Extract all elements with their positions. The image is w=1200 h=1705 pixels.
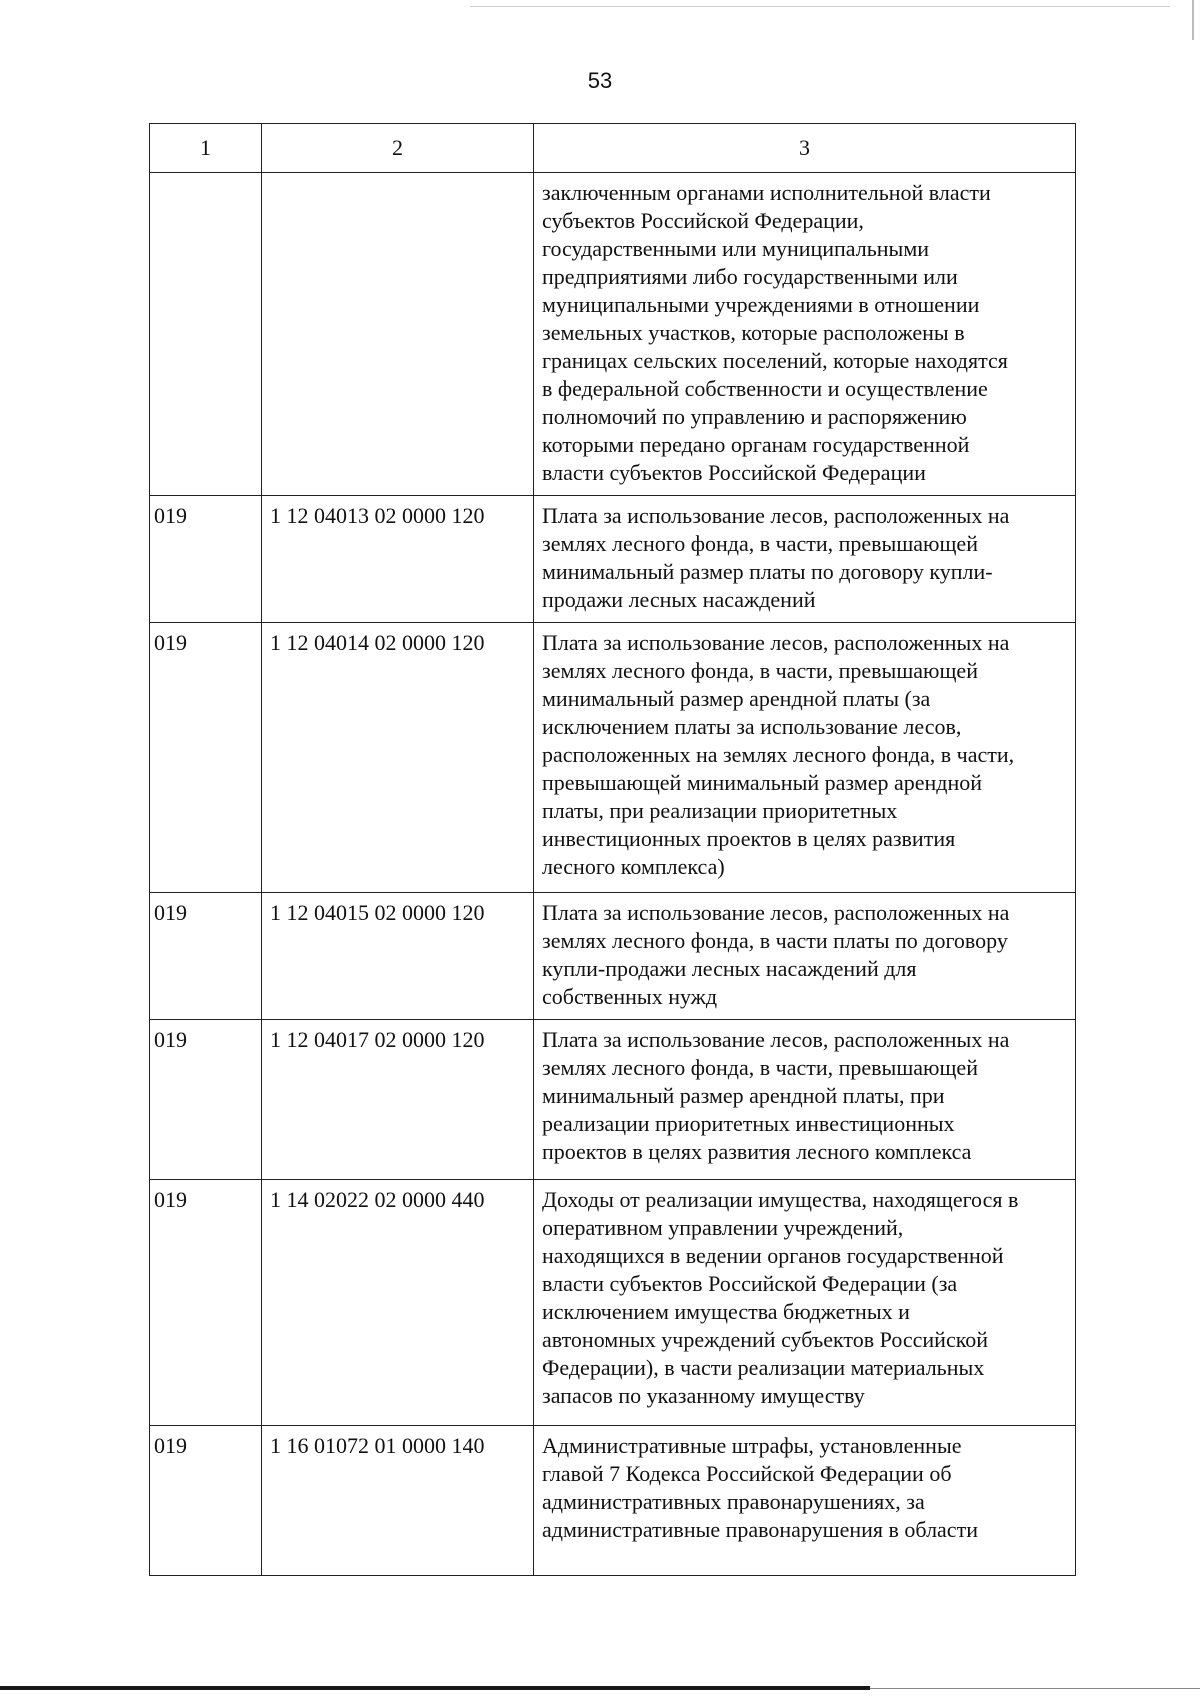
description-cell: Административные штрафы, установленные главой 7 Кодекса Российской Федерации об административных правонарушениях, за административные правонарушения в области — [534, 1426, 1076, 1576]
header-cell-3: 3 — [534, 124, 1076, 173]
table-row — [150, 1180, 1076, 1426]
header-cell-2: 2 — [262, 124, 534, 173]
admin-code-cell: 019 — [150, 496, 262, 623]
scan-edge-bottom — [0, 1686, 870, 1690]
description-cell: Плата за использование лесов, расположенных на землях лесного фонда, в части, превышающей минимальный размер арендной платы (за исключением платы за использование лесов, расположенных на землях лесного фонда, в части, превышающей минимальный размер арендной платы, при реализации приоритетных инвестиционных проектов в целях развития лесного комплекса) — [534, 623, 1076, 893]
admin-code-cell — [150, 173, 262, 496]
scan-edge-bottom-thin — [870, 1688, 1200, 1689]
kbk-code-cell: 1 14 02022 02 0000 440 — [262, 1180, 534, 1426]
description-cell: Плата за использование лесов, расположенных на землях лесного фонда, в части, превышающей минимальный размер платы по договору купли- продажи лесных насаждений — [534, 496, 1076, 623]
table-row — [150, 496, 1076, 623]
table-row — [150, 173, 1076, 496]
page-number: 53 — [587, 68, 613, 93]
admin-code-cell: 019 — [150, 893, 262, 1020]
scan-edge-top — [470, 6, 1170, 7]
description-cell: Плата за использование лесов, расположенных на землях лесного фонда, в части платы по договору купли-продажи лесных насаждений для собственных нужд — [534, 893, 1076, 1020]
table-row — [150, 893, 1076, 1020]
table-row — [150, 623, 1076, 893]
admin-code-cell: 019 — [150, 1020, 262, 1180]
kbk-code-cell: 1 12 04014 02 0000 120 — [262, 623, 534, 893]
table-row — [150, 1020, 1076, 1180]
table-header-row — [150, 124, 1076, 173]
admin-code-cell: 019 — [150, 623, 262, 893]
description-cell: заключенным органами исполнительной власти субъектов Российской Федерации, государственными или муниципальными предприятиями либо государственными или муниципальными учреждениями в отношении земельных участков, которые расположены в границах сельских поселений, которые находятся в федеральной собственности и осуществление полномочий по управлению и распоряжению которыми передано органам государственной власти субъектов Российской Федерации — [534, 173, 1076, 496]
kbk-code-cell: 1 12 04013 02 0000 120 — [262, 496, 534, 623]
kbk-code-cell: 1 12 04015 02 0000 120 — [262, 893, 534, 1020]
header-cell-1: 1 — [150, 124, 262, 173]
income-codes-table — [149, 123, 1076, 1576]
kbk-code-cell: 1 16 01072 01 0000 140 — [262, 1426, 534, 1576]
kbk-code-cell: 1 12 04017 02 0000 120 — [262, 1020, 534, 1180]
admin-code-cell: 019 — [150, 1180, 262, 1426]
description-cell: Доходы от реализации имущества, находящегося в оперативном управлении учреждений, находящихся в ведении органов государственной власти субъектов Российской Федерации (за исключением имущества бюджетных и автономных учреждений субъектов Российской Федерации), в части реализации материальных запасов по указанному имуществу — [534, 1180, 1076, 1426]
description-cell: Плата за использование лесов, расположенных на землях лесного фонда, в части, превышающей минимальный размер арендной платы, при реализации приоритетных инвестиционных проектов в целях развития лесного комплекса — [534, 1020, 1076, 1180]
table-row — [150, 1426, 1076, 1576]
scan-edge-right — [1192, 0, 1194, 40]
kbk-code-cell — [262, 173, 534, 496]
admin-code-cell: 019 — [150, 1426, 262, 1576]
